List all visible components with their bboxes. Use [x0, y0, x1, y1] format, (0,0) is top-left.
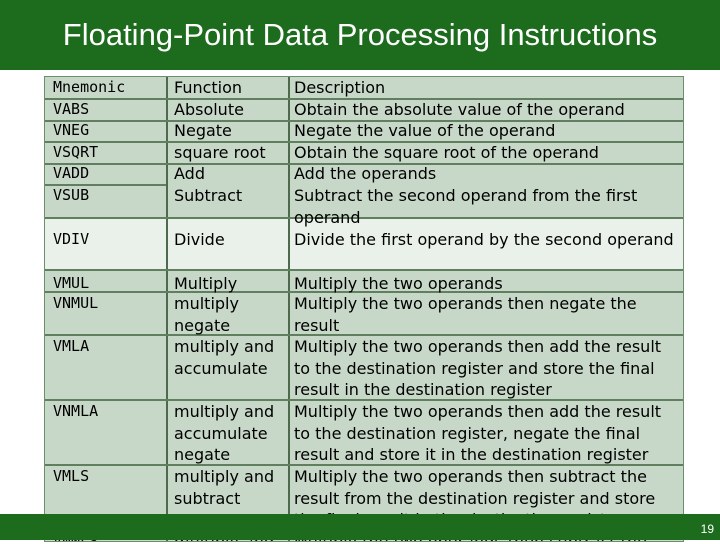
cell-description: Multiply the two operands then add the result to the destination register and store the final result in the destination register	[294, 337, 662, 400]
cell-mnemonic: VMUL	[53, 274, 90, 292]
cell-description: Multiply the two operands then subtract the result from the destination register and store	[294, 467, 656, 508]
row-separator	[45, 269, 683, 271]
instruction-table	[44, 76, 684, 542]
cell-description: Add the operands	[294, 164, 437, 183]
footer-bar	[0, 514, 720, 540]
cell-description: Multiply the two operands then negate the result	[294, 294, 637, 335]
column-divider	[166, 77, 168, 541]
cell-mnemonic: VNMLA	[53, 402, 99, 420]
cell-mnemonic: VMLA	[53, 337, 90, 355]
cell-description: Multiply the two operands	[294, 274, 503, 293]
header-mnemonic: Mnemonic	[53, 78, 126, 96]
cell-function: multiply negate	[174, 294, 239, 335]
cell-mnemonic: VDIV	[53, 230, 90, 248]
column-divider	[288, 77, 290, 541]
header-description: Description	[294, 78, 386, 97]
cell-description: Subtract the second operand from the first operand	[294, 186, 638, 227]
cell-description: Obtain the absolute value of the operand	[294, 100, 625, 119]
page-number: 19	[700, 522, 714, 536]
cell-function: multiply and accumulate negate	[174, 402, 275, 465]
cell-mnemonic: VNMUL	[53, 294, 99, 312]
cell-function: Add	[174, 164, 205, 183]
cell-mnemonic: VMLS	[53, 467, 90, 485]
cell-function: Absolute	[174, 100, 244, 119]
cell-function: square root	[174, 143, 266, 162]
cell-mnemonic: VSUB	[53, 186, 90, 204]
cell-function: multiply and subtract	[174, 467, 275, 508]
header-function: Function	[174, 78, 243, 97]
cell-description: Negate the value of the operand	[294, 121, 556, 140]
cell-function: Subtract	[174, 186, 243, 205]
cell-mnemonic: VNEG	[53, 121, 90, 139]
cell-function: Multiply	[174, 274, 238, 293]
cell-mnemonic: VADD	[53, 164, 90, 182]
cell-description: Divide the first operand by the second operand	[294, 230, 674, 249]
slide-title: Floating-Point Data Processing Instructions	[62, 17, 658, 52]
cell-function: Negate	[174, 121, 232, 140]
cell-mnemonic: VABS	[53, 100, 90, 118]
cell-description: Multiply the two operands then add the result to the destination register, negate the final result and store it in the destination register	[294, 402, 662, 465]
cell-function: multiply and accumulate	[174, 337, 275, 378]
cell-description: Obtain the square root of the operand	[294, 143, 599, 162]
cell-mnemonic: VSQRT	[53, 143, 99, 161]
cell-function: Divide	[174, 230, 225, 249]
